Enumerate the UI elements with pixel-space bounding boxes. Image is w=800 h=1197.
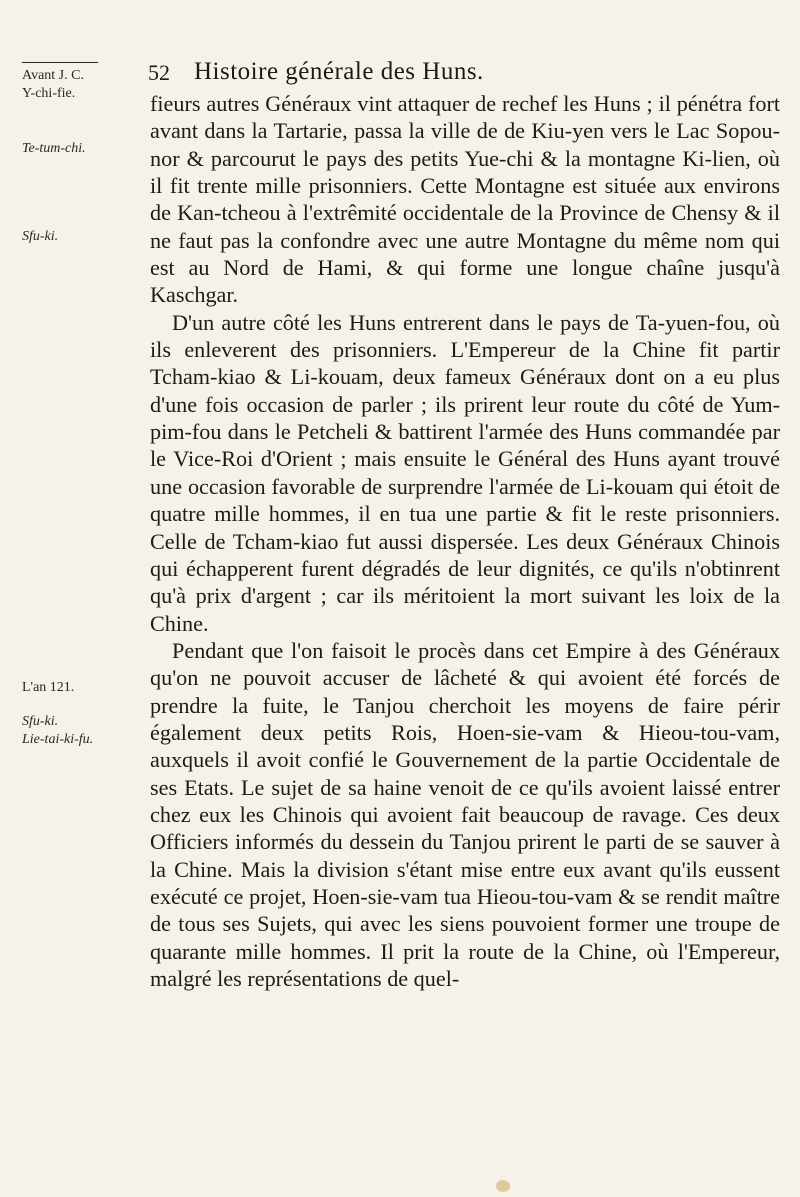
page-header	[148, 56, 768, 90]
paragraph: Pendant que l'on faisoit le procès dans cet Empire à des Généraux qu'on ne pouvoit accuser de lâcheté & qui avoient été forcés de prendre la fuite, le Tanjou cherchoit les moyens de faire périr également deux petits Rois, Hoen-sie-vam & Hieou-tou-vam, auxquels il avoit confié le Gouvernement de la partie Occidentale de ses Etats. Le sujet de sa haine venoit de ce qu'ils avoient laissé entrer chez eux les Chinois qui avoient fait beaucoup de ravage. Ces deux Officiers informés du dessein du Tanjou prirent le parti de se sauver à la Chine. Mais la division s'étant mise entre eux avant qu'ils eussent exécuté ce projet, Hoen-sie-vam tua Hieou-tou-vam & se rendit maître de tous ses Sujets, qui avec les siens pouvoient former une troupe de quarante mille hommes. Il prit la route de la Chine, où l'Empereur, malgré les représentations de quel-	[150, 637, 780, 991]
margin-note-te-tum-chi	[22, 140, 126, 158]
body-text	[150, 90, 780, 992]
margin-note-sfu-ki	[22, 228, 126, 246]
ink-smudge	[496, 1180, 510, 1192]
margin-note-line: Sfu-ki.	[22, 714, 59, 729]
margin-note-line: L'an 121.	[22, 680, 75, 695]
margin-note-lie-tai-ki-fu	[22, 713, 126, 749]
running-title: Histoire générale des Huns.	[194, 58, 484, 85]
margin-note-line: Y-chi-fie.	[22, 86, 76, 101]
page-number: 52	[148, 60, 170, 85]
margin-note-line: Lie-tai-ki-fu.	[22, 732, 94, 747]
margin-note-line: Avant J. C.	[22, 68, 84, 83]
paragraph: D'un autre côté les Huns entrerent dans le pays de Ta-yuen-fou, où ils enleverent des prisonniers. L'Empereur de la Chine fit partir Tcham-kiao & Li-kouam, deux fameux Généraux dont on a eu plus d'une fois occasion de parler ; ils prirent leur route du côté de Yum-pim-fou dans le Petcheli & battirent l'armée des Huns commandée par le Vice-Roi d'Orient ; mais ensuite le Général des Huns ayant trouvé une occasion favorable de surprendre l'armée de Li-kouam qui étoit de quatre mille hommes, il en tua une partie & fit le reste prisonniers. Celle de Tcham-kiao fut aussi dispersée. Les deux Généraux Chinois qui échapperent furent dégradés de leur dignités, ce qu'ils n'obtinrent qu'à prix d'argent ; car ils méritoient la mort suivant les loix de la Chine.	[150, 309, 780, 636]
margin-note-avant-jc	[22, 62, 126, 103]
margin-note-line: Te-tum-chi.	[22, 141, 86, 156]
paragraph: fieurs autres Généraux vint attaquer de rechef les Huns ; il pénétra fort avant dans la Tartarie, passa la ville de de Kiu-yen vers le Lac Sopou-nor & parcourut le pays des petits Yue-chi & la montagne Ki-lien, où il fit trente mille prisonniers. Cette Montagne est située aux environs de Kan-tcheou à l'extrêmité occidentale de la Province de Chensy & il ne faut pas la confondre avec une autre Montagne du même nom qui est au Nord de Hami, & qui forme une longue chaîne jusqu'à Kaschgar.	[150, 91, 780, 308]
margin-note-line: Sfu-ki.	[22, 229, 59, 244]
margin-rule	[22, 62, 98, 63]
margin-note-an-121	[22, 679, 126, 697]
